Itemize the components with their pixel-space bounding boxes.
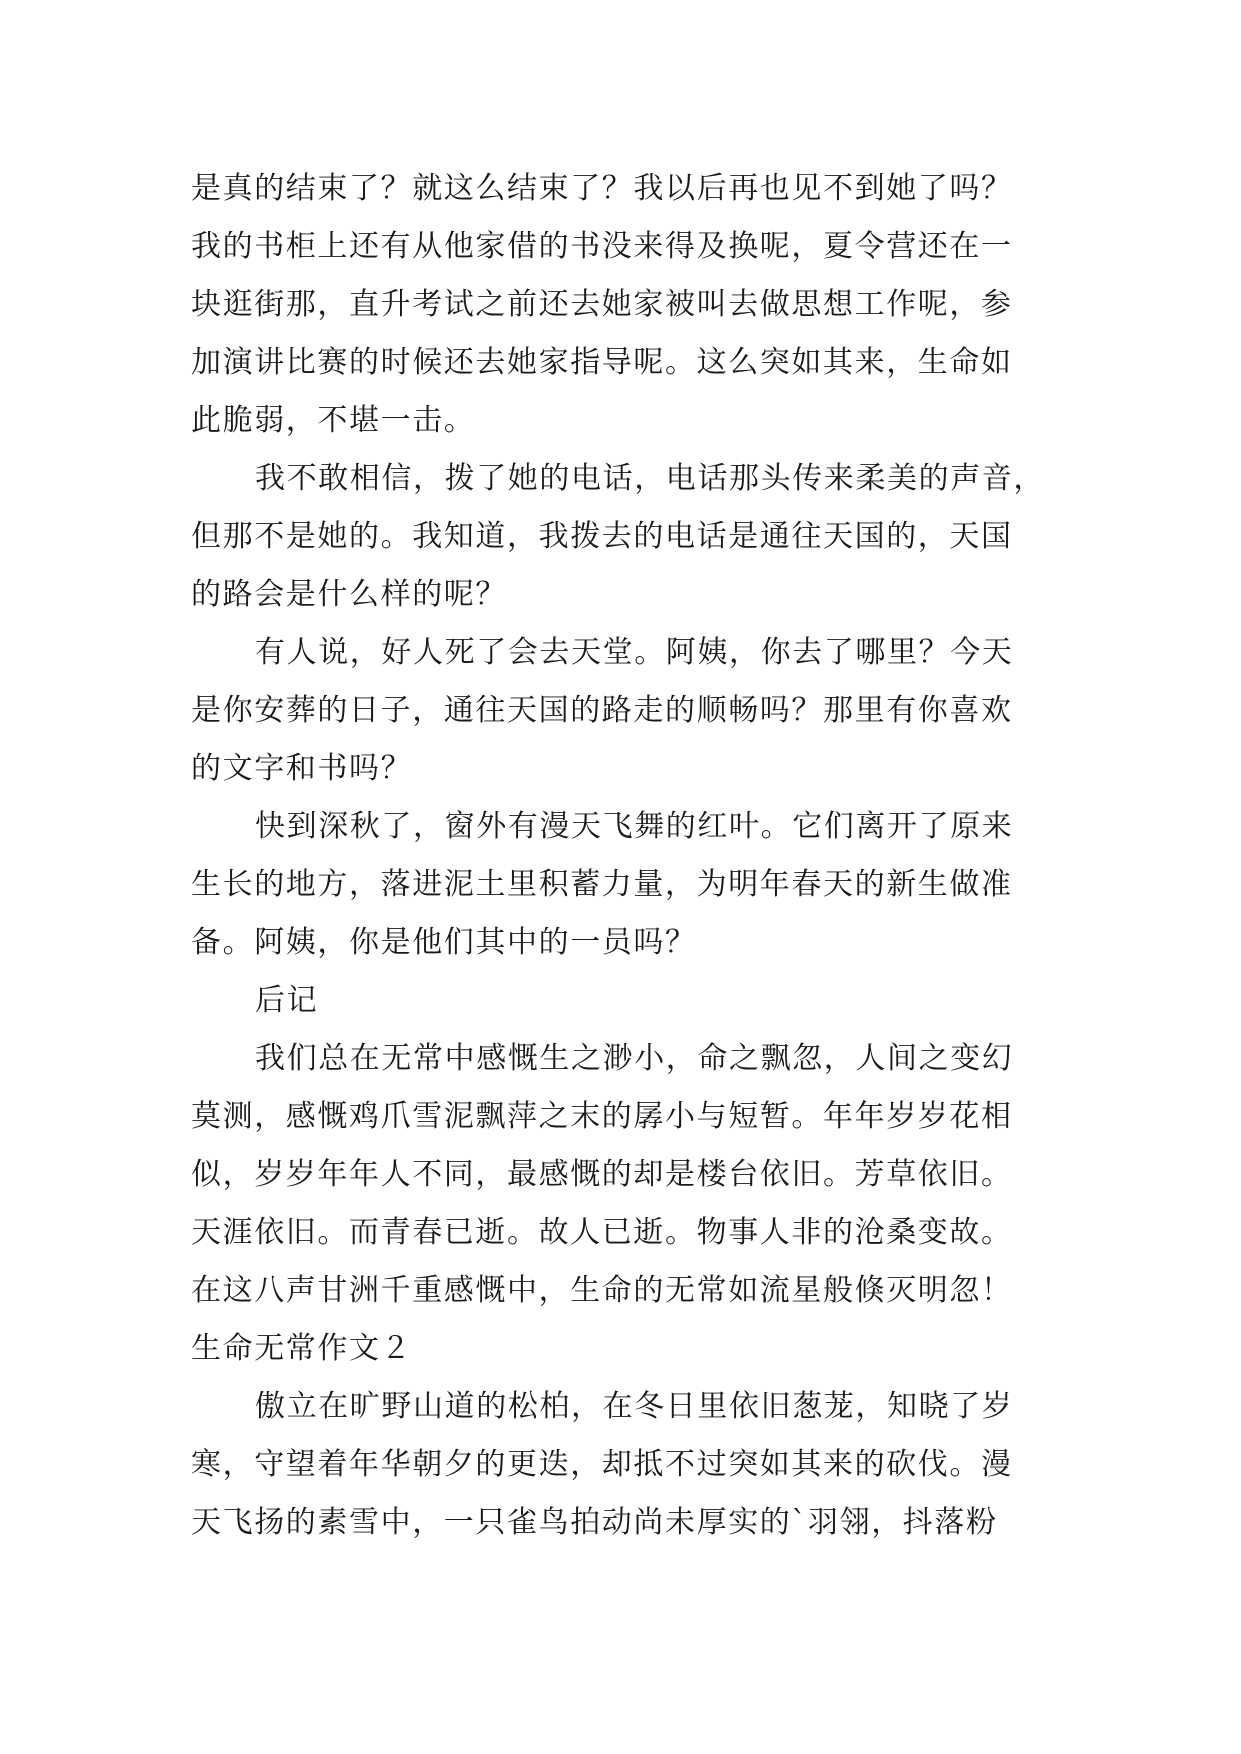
- text-line: 的文字和书吗？: [191, 751, 413, 786]
- postscript-heading: 后记: [255, 983, 319, 1018]
- text-line: 备。阿姨，你是他们其中的一员吗？: [191, 925, 697, 960]
- text-line: 生长的地方，落进泥土里积蓄力量，为明年春天的新生做准: [191, 867, 1013, 902]
- text-line: 莫测，感慨鸡爪雪泥飘萍之末的孱小与短暂。年年岁岁花相: [191, 1099, 1013, 1134]
- text-line: 是真的结束了？就这么结束了？我以后再也见不到她了吗？: [191, 171, 1013, 206]
- text-line: 天涯依旧。而青春已逝。故人已逝。物事人非的沧桑变故。: [191, 1215, 1013, 1250]
- section-title: 生命无常作文２: [191, 1331, 413, 1366]
- paragraph-start-line: 我们总在无常中感慨生之渺小，命之飘忽，人间之变幻: [255, 1041, 1014, 1076]
- document-body: [191, 160, 1071, 1552]
- text-line: 天飞扬的素雪中，一只雀鸟拍动尚未厚实的`羽翎，抖落粉: [191, 1505, 998, 1540]
- text-line: 此脆弱，不堪一击。: [191, 403, 476, 438]
- paragraph-start-line: 我不敢相信，拨了她的电话，电话那头传来柔美的声音，: [255, 461, 1045, 496]
- text-line: 但那不是她的。我知道，我拨去的电话是通往天国的，天国: [191, 519, 1013, 554]
- text-line: 加演讲比赛的时候还去她家指导呢。这么突如其来，生命如: [191, 345, 1013, 380]
- text-line: 块逛街那，直升考试之前还去她家被叫去做思想工作呢，参: [191, 287, 1013, 322]
- text-line: 的路会是什么样的呢？: [191, 577, 507, 612]
- text-line: 在这八声甘洲千重感慨中，生命的无常如流星般倏灭明忽！: [191, 1273, 1013, 1308]
- text-line: 我的书柜上还有从他家借的书没来得及换呢，夏令营还在一: [191, 229, 1013, 264]
- paragraph-start-line: 傲立在旷野山道的松柏，在冬日里依旧葱茏，知晓了岁: [255, 1389, 1014, 1424]
- text-line: 似，岁岁年年人不同，最感慨的却是楼台依旧。芳草依旧。: [191, 1157, 1013, 1192]
- paragraph-start-line: 有人说，好人死了会去天堂。阿姨，你去了哪里？今天: [255, 635, 1014, 670]
- paragraph-start-line: 快到深秋了，窗外有漫天飞舞的红叶。它们离开了原来: [255, 809, 1014, 844]
- text-line: 是你安葬的日子，通往天国的路走的顺畅吗？那里有你喜欢: [191, 693, 1013, 728]
- text-line: 寒，守望着年华朝夕的更迭，却抵不过突如其来的砍伐。漫: [191, 1447, 1013, 1482]
